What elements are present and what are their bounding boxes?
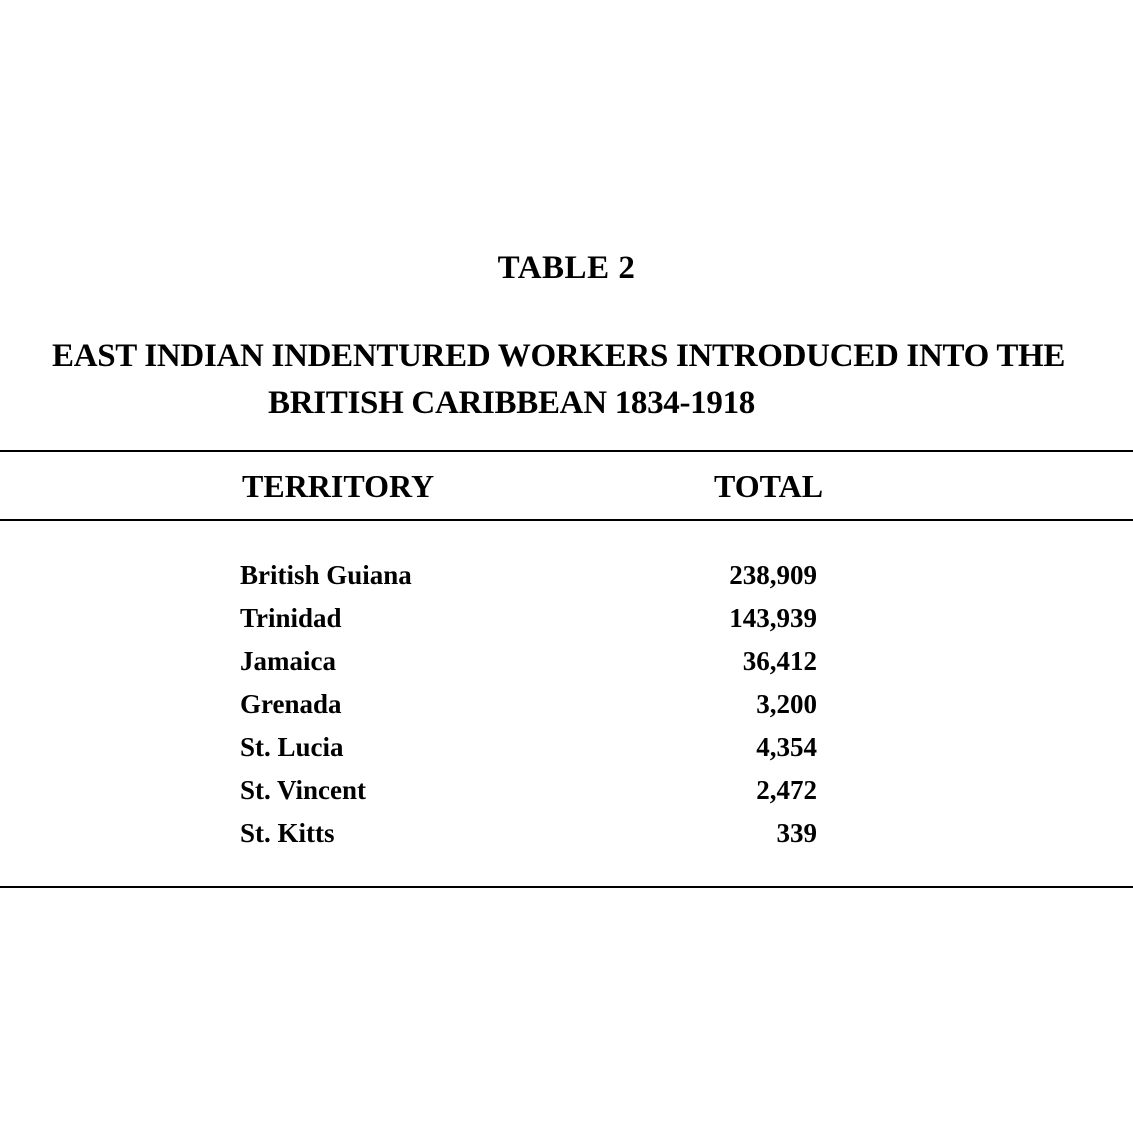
row-total: 238,909 (729, 560, 817, 590)
table-title-line-2: BRITISH CARIBBEAN 1834-1918 (268, 385, 755, 421)
row-territory: Jamaica (240, 646, 336, 676)
table-row (0, 775, 1133, 818)
row-total: 2,472 (756, 775, 817, 805)
column-header-total: TOTAL (714, 468, 824, 504)
row-territory: Trinidad (240, 603, 342, 633)
row-territory: St. Lucia (240, 732, 344, 762)
row-total: 143,939 (729, 603, 817, 633)
row-territory: Grenada (240, 689, 342, 719)
table-row (0, 818, 1133, 861)
column-header-territory: TERRITORY (242, 468, 435, 504)
table-top-rule (0, 450, 1133, 452)
row-territory: St. Kitts (240, 818, 335, 848)
table-row (0, 732, 1133, 775)
table-label: TABLE 2 (497, 250, 636, 286)
table-row (0, 646, 1133, 689)
row-territory: British Guiana (240, 560, 412, 590)
row-total: 4,354 (756, 732, 817, 762)
row-total: 339 (776, 818, 817, 848)
table-row (0, 689, 1133, 732)
table-row (0, 603, 1133, 646)
table-header-rule (0, 519, 1133, 521)
table-bottom-rule (0, 886, 1133, 888)
row-total: 3,200 (756, 689, 817, 719)
table-row (0, 560, 1133, 603)
table-title-line-1: EAST INDIAN INDENTURED WORKERS INTRODUCED INTO THE (52, 338, 1066, 374)
row-total: 36,412 (742, 646, 817, 676)
row-territory: St. Vincent (240, 775, 367, 805)
